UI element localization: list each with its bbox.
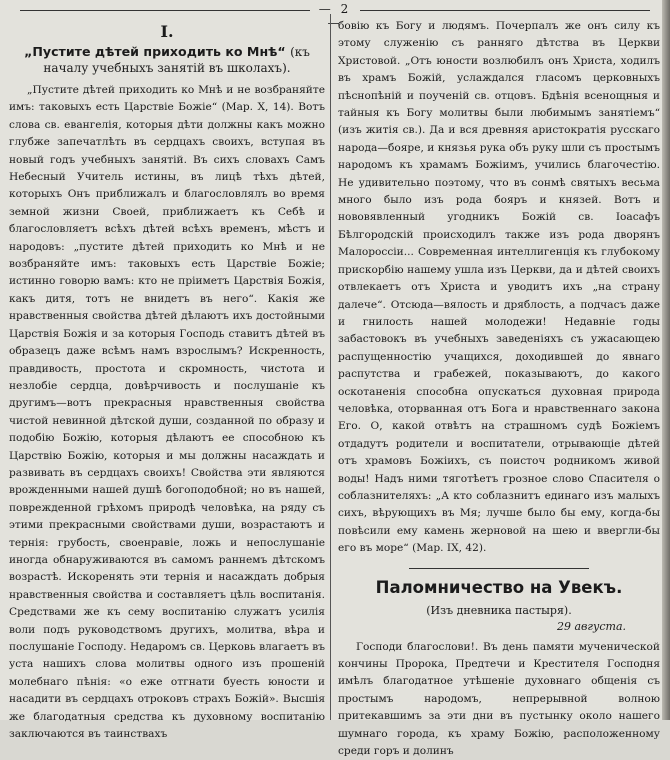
article-headline xyxy=(9,44,325,76)
column-divider xyxy=(330,14,331,720)
page-edge-shadow xyxy=(662,0,670,720)
section-subtitle: (Изъ дневника пастыря). xyxy=(426,603,572,617)
page-number: — 2 — xyxy=(310,2,360,30)
entry-date: 29 августа. xyxy=(556,619,626,633)
article-paragraph: бовію къ Богу и людямъ. Почерпалъ же онъ силу къ этому служенію съ ранняго дѣтства въ Церкви Христовой. „Отъ юности возлюбилъ онъ Христа, ходилъ въ храмъ Божій, услаждался гласомъ церковныхъ пѣснопѣній и поученій св. отцовъ. Бдѣнія всенощныя и тайныя къ Богу молитвы были любимымъ занятіемъ“ (изъ житія св.). Да и вся древняя аристократія русскаго народа—бояре, и князья рука объ руку шли съ простымъ народомъ къ храмамъ Божіимъ, учились благочестію. Не удивительно поэтому, что въ сонмѣ святыхъ весьма много было изъ рода бояръ и князей. Вотъ и нововявленный угодникъ Божій св. Іоасафъ Бѣлгородскій происходилъ также изъ рода дворянъ Малороссіи... Современная интеллигенція къ глубокому прискорбію нашему ушла изъ Церкви, да и дѣтей своихъ отвлекаетъ отъ Христа и уводитъ ихъ „на страну далече“. Отсюда—вялость и дряблость, а подчасъ даже и гнилость нашей молодежи! Недавніе годы забастовокъ въ учебныхъ заведеніяхъ съ ужасающею распущенностію учащихся, доходившей до явнаго распутства и грабежей, показываютъ, до какого оскотаненія способна опускаться духовная природа человѣка, оторванная отъ Бога и нравственнаго закона Его. О, какой отвѣтъ на страшномъ судѣ Божіемъ отдадутъ родители и воспитатели, отрывающіе дѣтей отъ храмовъ Божіихъ, съ поисточ родникомъ живой воды! Надъ ними тяготѣетъ грозное слово Спасителя о соблазнителяхъ: „А кто соблазнитъ единаго изъ малыхъ сихъ, вѣрующихъ въ Мя; лучше было бы ему, когда-бы повѣсили ему камень жерновой на шею и ввергли-бы его въ море“ (Мар. IX, 42). xyxy=(338,20,660,555)
right-column xyxy=(338,18,660,760)
left-column xyxy=(9,18,325,743)
section-number: I. xyxy=(160,22,174,41)
headline-sub: (къ началу учебныхъ занятій въ школахъ). xyxy=(43,45,310,75)
headline-main: „Пустите дѣтей приходить ко Мнѣ“ xyxy=(24,44,286,59)
section-title: Паломничество на Увекъ. xyxy=(375,577,623,597)
section-rule xyxy=(409,568,589,569)
article-paragraph: „Пустите дѣтей приходить ко Мнѣ и не возбраняйте имъ: таковыхъ есть Царствіе Божіе“ (Мар. X, 14). Вотъ слова св. евангелія, которыя дѣти должны какъ можно глубже запечатлѣть въ сердцахъ своихъ, вступая въ новый годъ учебныхъ занятій. Въ сихъ словахъ Самъ Небесный Учитель истины, въ лицѣ тѣхъ дѣтей, которыхъ Онъ приближалъ и благословлялъ во время земной жизни Своей, приближаетъ къ Себѣ и благословляетъ всѣхъ дѣтей всѣхъ временъ, мѣстъ и народовъ: „пустите дѣтей приходить ко Мнѣ и не возбраняйте имъ: таковыхъ есть Царствіе Божіе; истинно говорю вамъ: кто не пріиметъ Царствія Божія, какъ дитя, тотъ не внидетъ въ него“. Какія же нравственныя свойства дѣтей дѣлаютъ ихъ достойными Царствія Божія и за которыя Господь ставитъ дѣтей въ образецъ даже всѣмъ намъ взрослымъ? Искренность, правдивость, простота и скромность, чистота и незлобіе сердца, довѣрчивость и послушаніе къ другимъ—вотъ прекрасныя нравственныя свойства чистой невинной дѣтской души, созданной по образу и подобію Божію, которыя дѣлаютъ ее способною къ Царствію Божію, которыя и мы должны насаждать и развивать въ сердцахъ своихъ! Свойства эти являются врожденными нашей душѣ богоподобной; но въ нашей, поврежденной грѣхомъ природѣ человѣка, на ряду съ этими прекрасными свойствами души, возрастаютъ и тернія: грубость, своенравіе, ложь и непослушаніе иногда обнаруживаются въ самомъ раннемъ дѣтскомъ возрастѣ. Искоренять эти тернія и насаждать добрыя нравственныя свойства и составляетъ цѣль воспитанія. Средствами же къ сему воспитанію служатъ усилія воли подъ руководствомъ другихъ, молитва, вѣра и послушаніе Господу. Недаромъ св. Церковь влагаетъ въ уста нашихъ слова молитвы одного изъ прошеній молебнаго пѣнія: «о еже отгнати буесть юности и насадити въ сердцахъ отроковъ страхъ Божій». Высшія же благодатныя средства къ духовному воспитанію заключаются въ таинствахъ xyxy=(9,84,325,741)
article-paragraph: Господи благослови!. Въ день памяти мученической кончины Пророка, Предтечи и Крестителя Господня имѣлъ благодатное утѣшеніе духовнаго общенія съ простымъ народомъ, непрерывной волною притекавшимъ за эти дни въ пустынку около нашего шумнаго города, къ храму Божію, расположенному среди горъ и долинъ xyxy=(338,640,660,758)
